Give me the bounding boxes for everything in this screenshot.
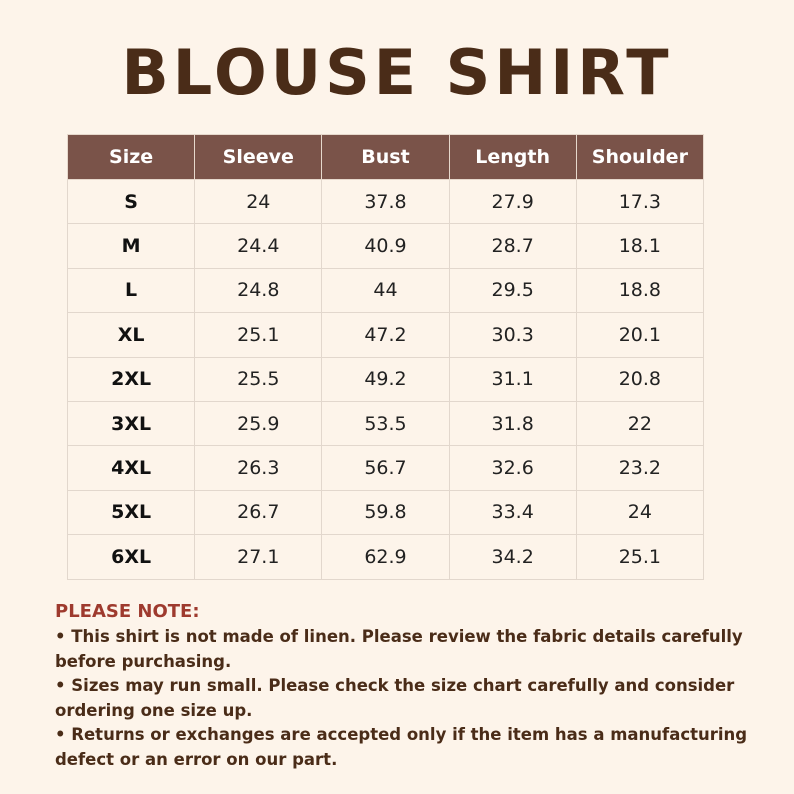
shoulder-cell: 24 [576,490,703,534]
shoulder-cell: 20.8 [576,357,703,401]
bust-cell: 62.9 [322,535,449,579]
shoulder-cell: 18.8 [576,268,703,312]
length-cell: 33.4 [449,490,576,534]
bust-cell: 44 [322,268,449,312]
length-cell: 30.3 [449,313,576,357]
size-cell: 2XL [68,357,195,401]
shoulder-cell: 20.1 [576,313,703,357]
shoulder-cell: 22 [576,401,703,445]
sleeve-cell: 25.1 [195,313,322,357]
sleeve-cell: 24 [195,180,322,224]
table-row [68,401,704,445]
column-header-shoulder: Shoulder [576,135,703,180]
size-cell: M [68,224,195,268]
bust-cell: 47.2 [322,313,449,357]
column-header-size: Size [68,135,195,180]
length-cell: 31.1 [449,357,576,401]
sleeve-cell: 26.7 [195,490,322,534]
page-title: BLOUSE SHIRT [121,36,673,109]
table-row [68,446,704,490]
bust-cell: 59.8 [322,490,449,534]
size-cell: S [68,180,195,224]
note-section [55,599,755,772]
sleeve-cell: 25.9 [195,401,322,445]
note-heading: PLEASE NOTE: [55,601,200,622]
column-header-bust: Bust [322,135,449,180]
length-cell: 31.8 [449,401,576,445]
sleeve-cell: 24.8 [195,268,322,312]
size-cell: 4XL [68,446,195,490]
sleeve-cell: 25.5 [195,357,322,401]
bust-cell: 56.7 [322,446,449,490]
note-item-sizing: • Sizes may run small. Please check the size chart carefully and consider ordering one size up. [55,676,735,720]
table-row [68,180,704,224]
shoulder-cell: 17.3 [576,180,703,224]
column-header-sleeve: Sleeve [195,135,322,180]
table-row [68,313,704,357]
note-item-fabric: • This shirt is not made of linen. Please review the fabric details carefully before purchasing. [55,627,743,671]
size-cell: L [68,268,195,312]
sleeve-cell: 24.4 [195,224,322,268]
table-header-row [68,135,704,180]
sleeve-cell: 26.3 [195,446,322,490]
length-cell: 34.2 [449,535,576,579]
column-header-length: Length [449,135,576,180]
shoulder-cell: 18.1 [576,224,703,268]
size-cell: 3XL [68,401,195,445]
table-row [68,268,704,312]
table-row [68,535,704,579]
length-cell: 28.7 [449,224,576,268]
table-row [68,224,704,268]
length-cell: 29.5 [449,268,576,312]
table-row [68,357,704,401]
size-cell: 6XL [68,535,195,579]
bust-cell: 37.8 [322,180,449,224]
length-cell: 27.9 [449,180,576,224]
size-cell: XL [68,313,195,357]
size-cell: 5XL [68,490,195,534]
note-item-returns: • Returns or exchanges are accepted only if the item has a manufacturing defect or an error on our part. [55,725,748,769]
size-chart-table [67,134,704,580]
shoulder-cell: 25.1 [576,535,703,579]
sleeve-cell: 27.1 [195,535,322,579]
table-row [68,490,704,534]
shoulder-cell: 23.2 [576,446,703,490]
length-cell: 32.6 [449,446,576,490]
bust-cell: 53.5 [322,401,449,445]
bust-cell: 40.9 [322,224,449,268]
bust-cell: 49.2 [322,357,449,401]
